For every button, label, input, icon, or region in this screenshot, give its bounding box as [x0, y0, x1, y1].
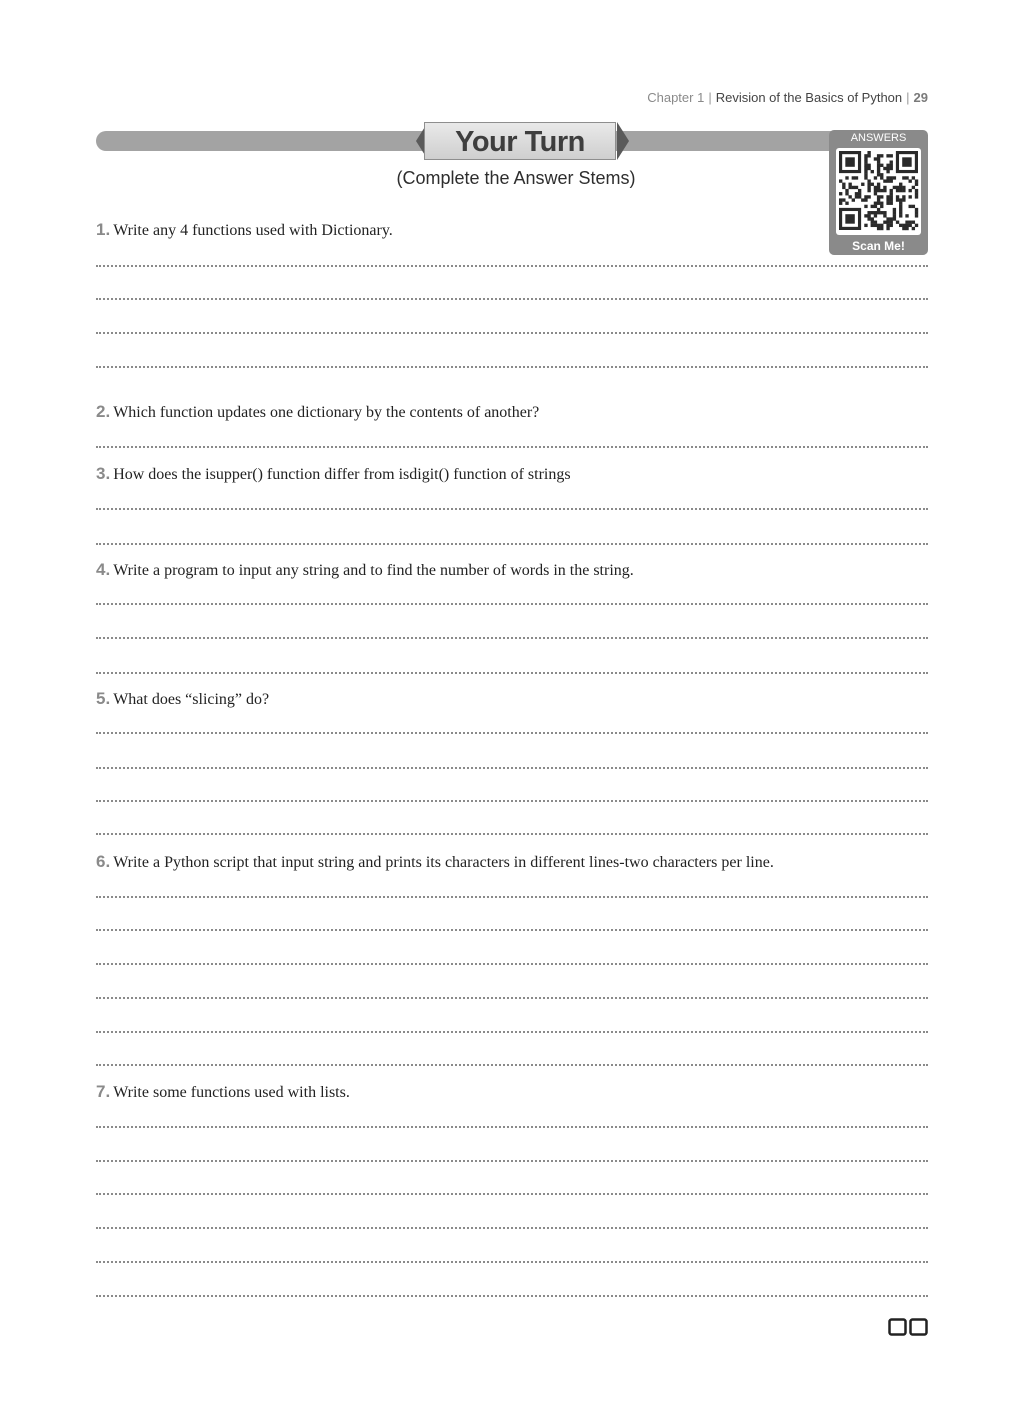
answer-line[interactable] — [96, 672, 928, 674]
header-separator: | — [906, 90, 910, 105]
answer-line[interactable] — [96, 1295, 928, 1297]
answer-line[interactable] — [96, 366, 928, 368]
question-4 — [96, 560, 634, 580]
answer-line[interactable] — [96, 332, 928, 334]
question-6 — [96, 852, 774, 872]
qr-code-icon[interactable] — [836, 148, 921, 235]
section-subtitle: (Complete the Answer Stems) — [396, 168, 636, 188]
answer-line[interactable] — [96, 1160, 928, 1162]
answer-line[interactable] — [96, 1126, 928, 1128]
answer-line[interactable] — [96, 543, 928, 545]
qr-code-graphic — [836, 148, 921, 235]
answer-line[interactable] — [96, 1031, 928, 1033]
page-header — [647, 90, 928, 105]
chapter-label: Chapter 1 — [647, 90, 705, 105]
question-number: 3. — [96, 464, 111, 483]
answer-line[interactable] — [96, 963, 928, 965]
answer-line[interactable] — [96, 833, 928, 835]
answer-line[interactable] — [96, 446, 928, 448]
question-text: Write a program to input any string and to find the number of words in the string. — [113, 562, 634, 579]
answer-line[interactable] — [96, 800, 928, 802]
banner-right-ribbon — [617, 122, 629, 160]
chapter-title: Revision of the Basics of Python — [715, 90, 903, 105]
answer-line[interactable] — [96, 1261, 928, 1263]
question-number: 4. — [96, 560, 111, 579]
question-number: 1. — [96, 220, 111, 239]
page-number: 29 — [913, 90, 928, 105]
qr-title: ANSWERS — [850, 132, 907, 144]
answer-line[interactable] — [96, 637, 928, 639]
answer-line[interactable] — [96, 508, 928, 510]
question-number: 6. — [96, 852, 111, 871]
answer-line[interactable] — [96, 298, 928, 300]
question-1 — [96, 220, 393, 240]
answer-line[interactable] — [96, 1227, 928, 1229]
question-text: What does “slicing” do? — [113, 691, 270, 708]
question-text: How does the isupper() function differ from isdigit() function of strings — [113, 466, 571, 483]
question-number: 5. — [96, 689, 111, 708]
qr-scan-label: Scan Me! — [852, 239, 905, 253]
answer-line[interactable] — [96, 896, 928, 898]
question-text: Write some functions used with lists. — [113, 1084, 350, 1101]
answer-line[interactable] — [96, 1193, 928, 1195]
section-title: Your Turn — [424, 122, 616, 160]
question-2 — [96, 402, 539, 422]
answer-line[interactable] — [96, 767, 928, 769]
answer-line[interactable] — [96, 603, 928, 605]
question-number: 2. — [96, 402, 111, 421]
question-text: Write a Python script that input string and prints its characters in different lines-two characters per line. — [113, 854, 774, 871]
question-number: 7. — [96, 1082, 111, 1101]
answer-line[interactable] — [96, 1064, 928, 1066]
answer-line[interactable] — [96, 732, 928, 734]
answer-line[interactable] — [96, 929, 928, 931]
answer-line[interactable] — [96, 997, 928, 999]
question-7 — [96, 1082, 350, 1102]
question-text: Write any 4 functions used with Dictionary. — [113, 222, 393, 239]
book-pages-icon — [888, 1318, 928, 1336]
question-3 — [96, 464, 571, 484]
header-separator: | — [708, 90, 712, 105]
question-5 — [96, 689, 269, 709]
answer-line[interactable] — [96, 265, 928, 267]
answers-qr-panel[interactable] — [829, 130, 928, 255]
question-text: Which function updates one dictionary by the contents of another? — [113, 404, 540, 421]
